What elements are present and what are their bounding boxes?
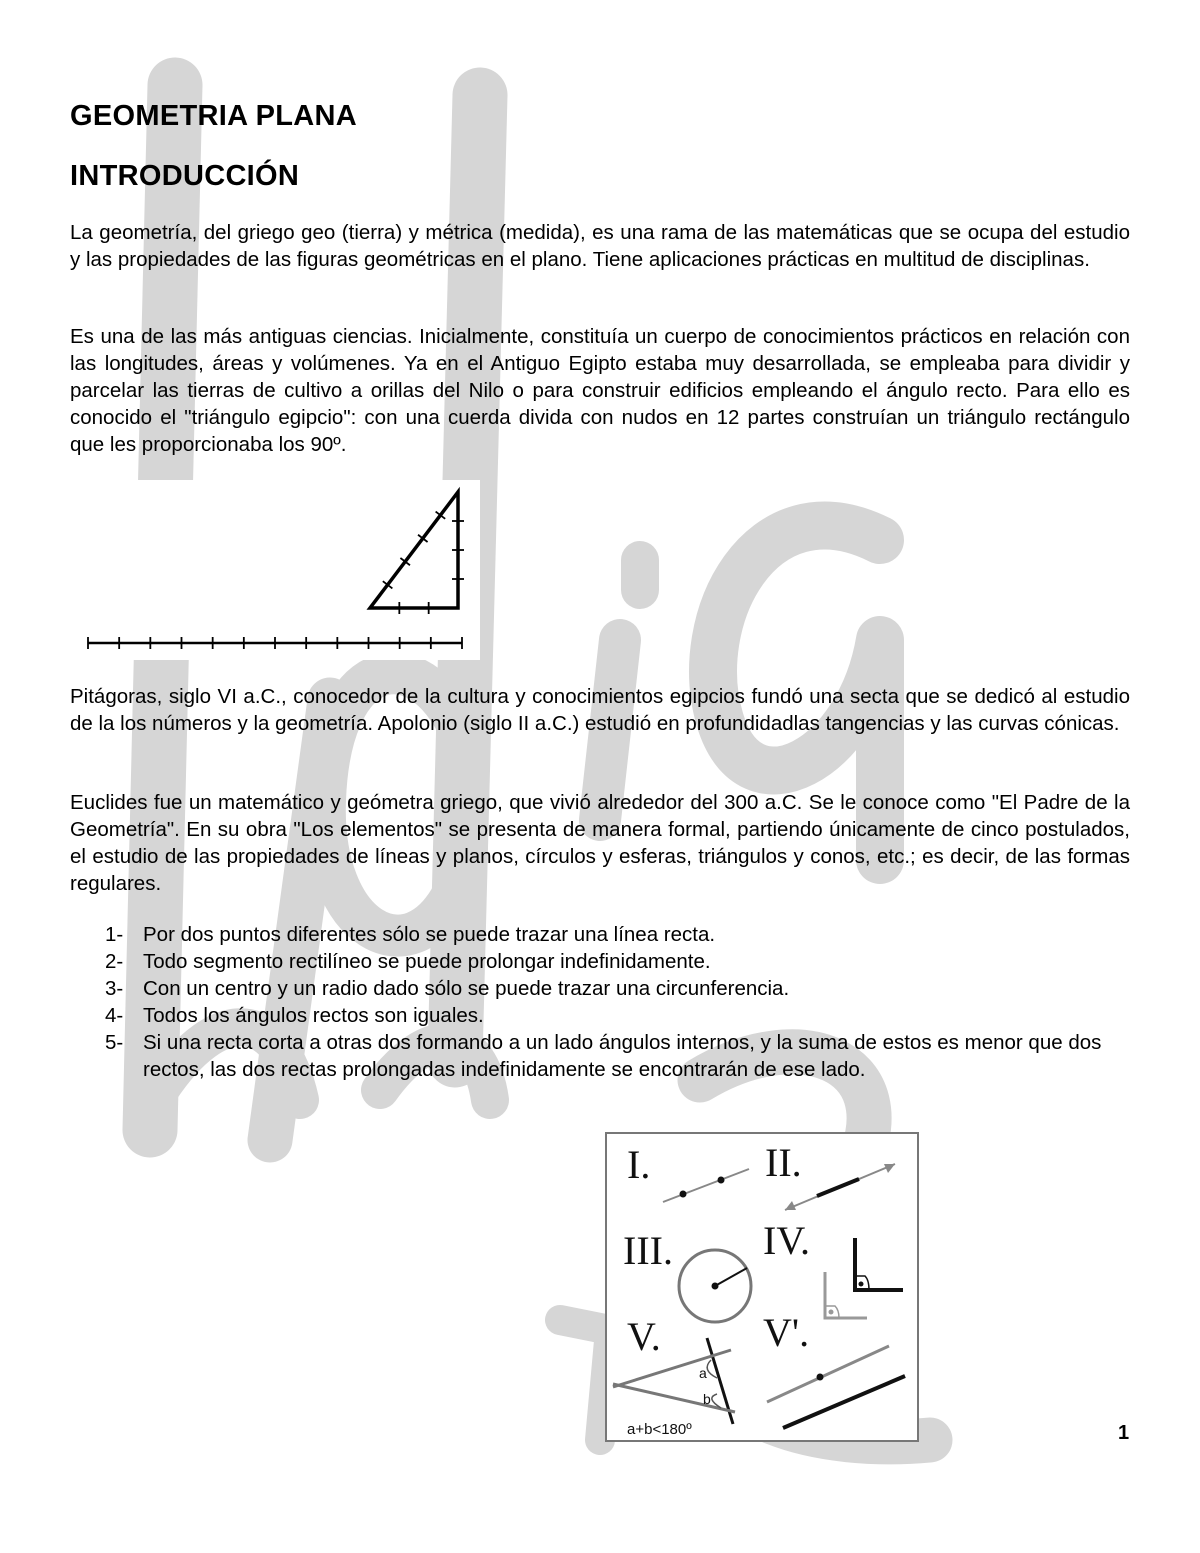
section-title: INTRODUCCIÓN — [70, 160, 300, 192]
document-title: GEOMETRIA PLANA — [70, 100, 357, 132]
point-icon — [680, 1191, 687, 1198]
figure-label-ii: II. — [765, 1140, 802, 1185]
paragraph-pythagoras: Pitágoras, siglo VI a.C., conocedor de la cultura y conocimientos egipcios fundó una secta que se dedicó al estudio de la los números y la geometría. Apolonio (siglo II a.C.) estudió en profundidadlas tangencias y las curvas cónicas. — [70, 685, 1130, 735]
page-number: 1 — [1118, 1422, 1130, 1444]
figure-label-iv: IV. — [763, 1218, 811, 1263]
list-item-text: Con un centro y un radio dado sólo se puede trazar una circunferencia. — [143, 977, 790, 1000]
list-item-number: 5- — [105, 1031, 124, 1054]
figure-label-i: I. — [627, 1142, 651, 1187]
list-item — [105, 975, 1125, 1002]
figure-label-iii: III. — [623, 1228, 673, 1273]
figure-label-v: V. — [627, 1314, 661, 1359]
center-point-icon — [712, 1283, 719, 1290]
list-item-text: Si una recta corta a otras dos formando a un lado ángulos internos, y la suma de estos es menor que dos rectos, las dos rectas prolongadas indefinidamente se encontrarán de ese lado. — [143, 1031, 1102, 1081]
angle-b-label: b — [703, 1391, 711, 1407]
list-item-text: Por dos puntos diferentes sólo se puede trazar una línea recta. — [143, 923, 716, 946]
list-item-number: 1- — [105, 923, 124, 946]
paragraph-intro: La geometría, del griego geo (tierra) y métrica (medida), es una rama de las matemáticas que se ocupa del estudio y las propiedades de las figuras geométricas en el plano. Tiene aplicaciones prácticas en multitud de disciplinas. — [70, 221, 1130, 271]
list-item-number: 4- — [105, 1004, 124, 1027]
point-icon — [817, 1374, 824, 1381]
postulates-list — [105, 921, 1125, 1083]
list-item-number: 3- — [105, 977, 124, 1000]
egyptian-triangle-figure — [80, 480, 480, 660]
list-item — [105, 921, 1125, 948]
paragraph-history: Es una de las más antiguas ciencias. Inicialmente, constituía un cuerpo de conocimientos prácticos en relación con las longitudes, áreas y volúmenes. Ya en el Antiguo Egipto estaba muy desarrollada, se empleaba para dividir y parcelar las tierras de cultivo a orillas del Nilo o para construir edificios empleando el ángulo recto. Para ello es conocido el "triángulo egipcio": con una cuerda divida con nudos en 12 partes construían un triángulo rectángulo que les proporcionaba los 90º. — [70, 325, 1130, 456]
euclid-postulates-figure — [605, 1132, 919, 1442]
angle-sum-caption: a+b<180º — [627, 1421, 692, 1438]
list-item-text: Todos los ángulos rectos son iguales. — [143, 1004, 484, 1027]
list-item-number: 2- — [105, 950, 124, 973]
list-item — [105, 1029, 1125, 1083]
list-item — [105, 1002, 1125, 1029]
figure-label-v-prime: V'. — [763, 1310, 810, 1355]
paragraph-euclid: Euclides fue un matemático y geómetra griego, que vivió alrededor del 300 a.C. Se le conoce como "El Padre de la Geometría". En su obra "Los elementos" se presenta de manera formal, partiendo únicamente de cinco postulados, el estudio de las propiedades de líneas y planos, círculos y esferas, triángulos y conos, etc.; es decir, de las formas regulares. — [70, 791, 1130, 895]
list-item-text: Todo segmento rectilíneo se puede prolongar indefinidamente. — [143, 950, 711, 973]
list-item — [105, 948, 1125, 975]
angle-a-label: a — [699, 1365, 707, 1381]
point-icon — [718, 1177, 725, 1184]
